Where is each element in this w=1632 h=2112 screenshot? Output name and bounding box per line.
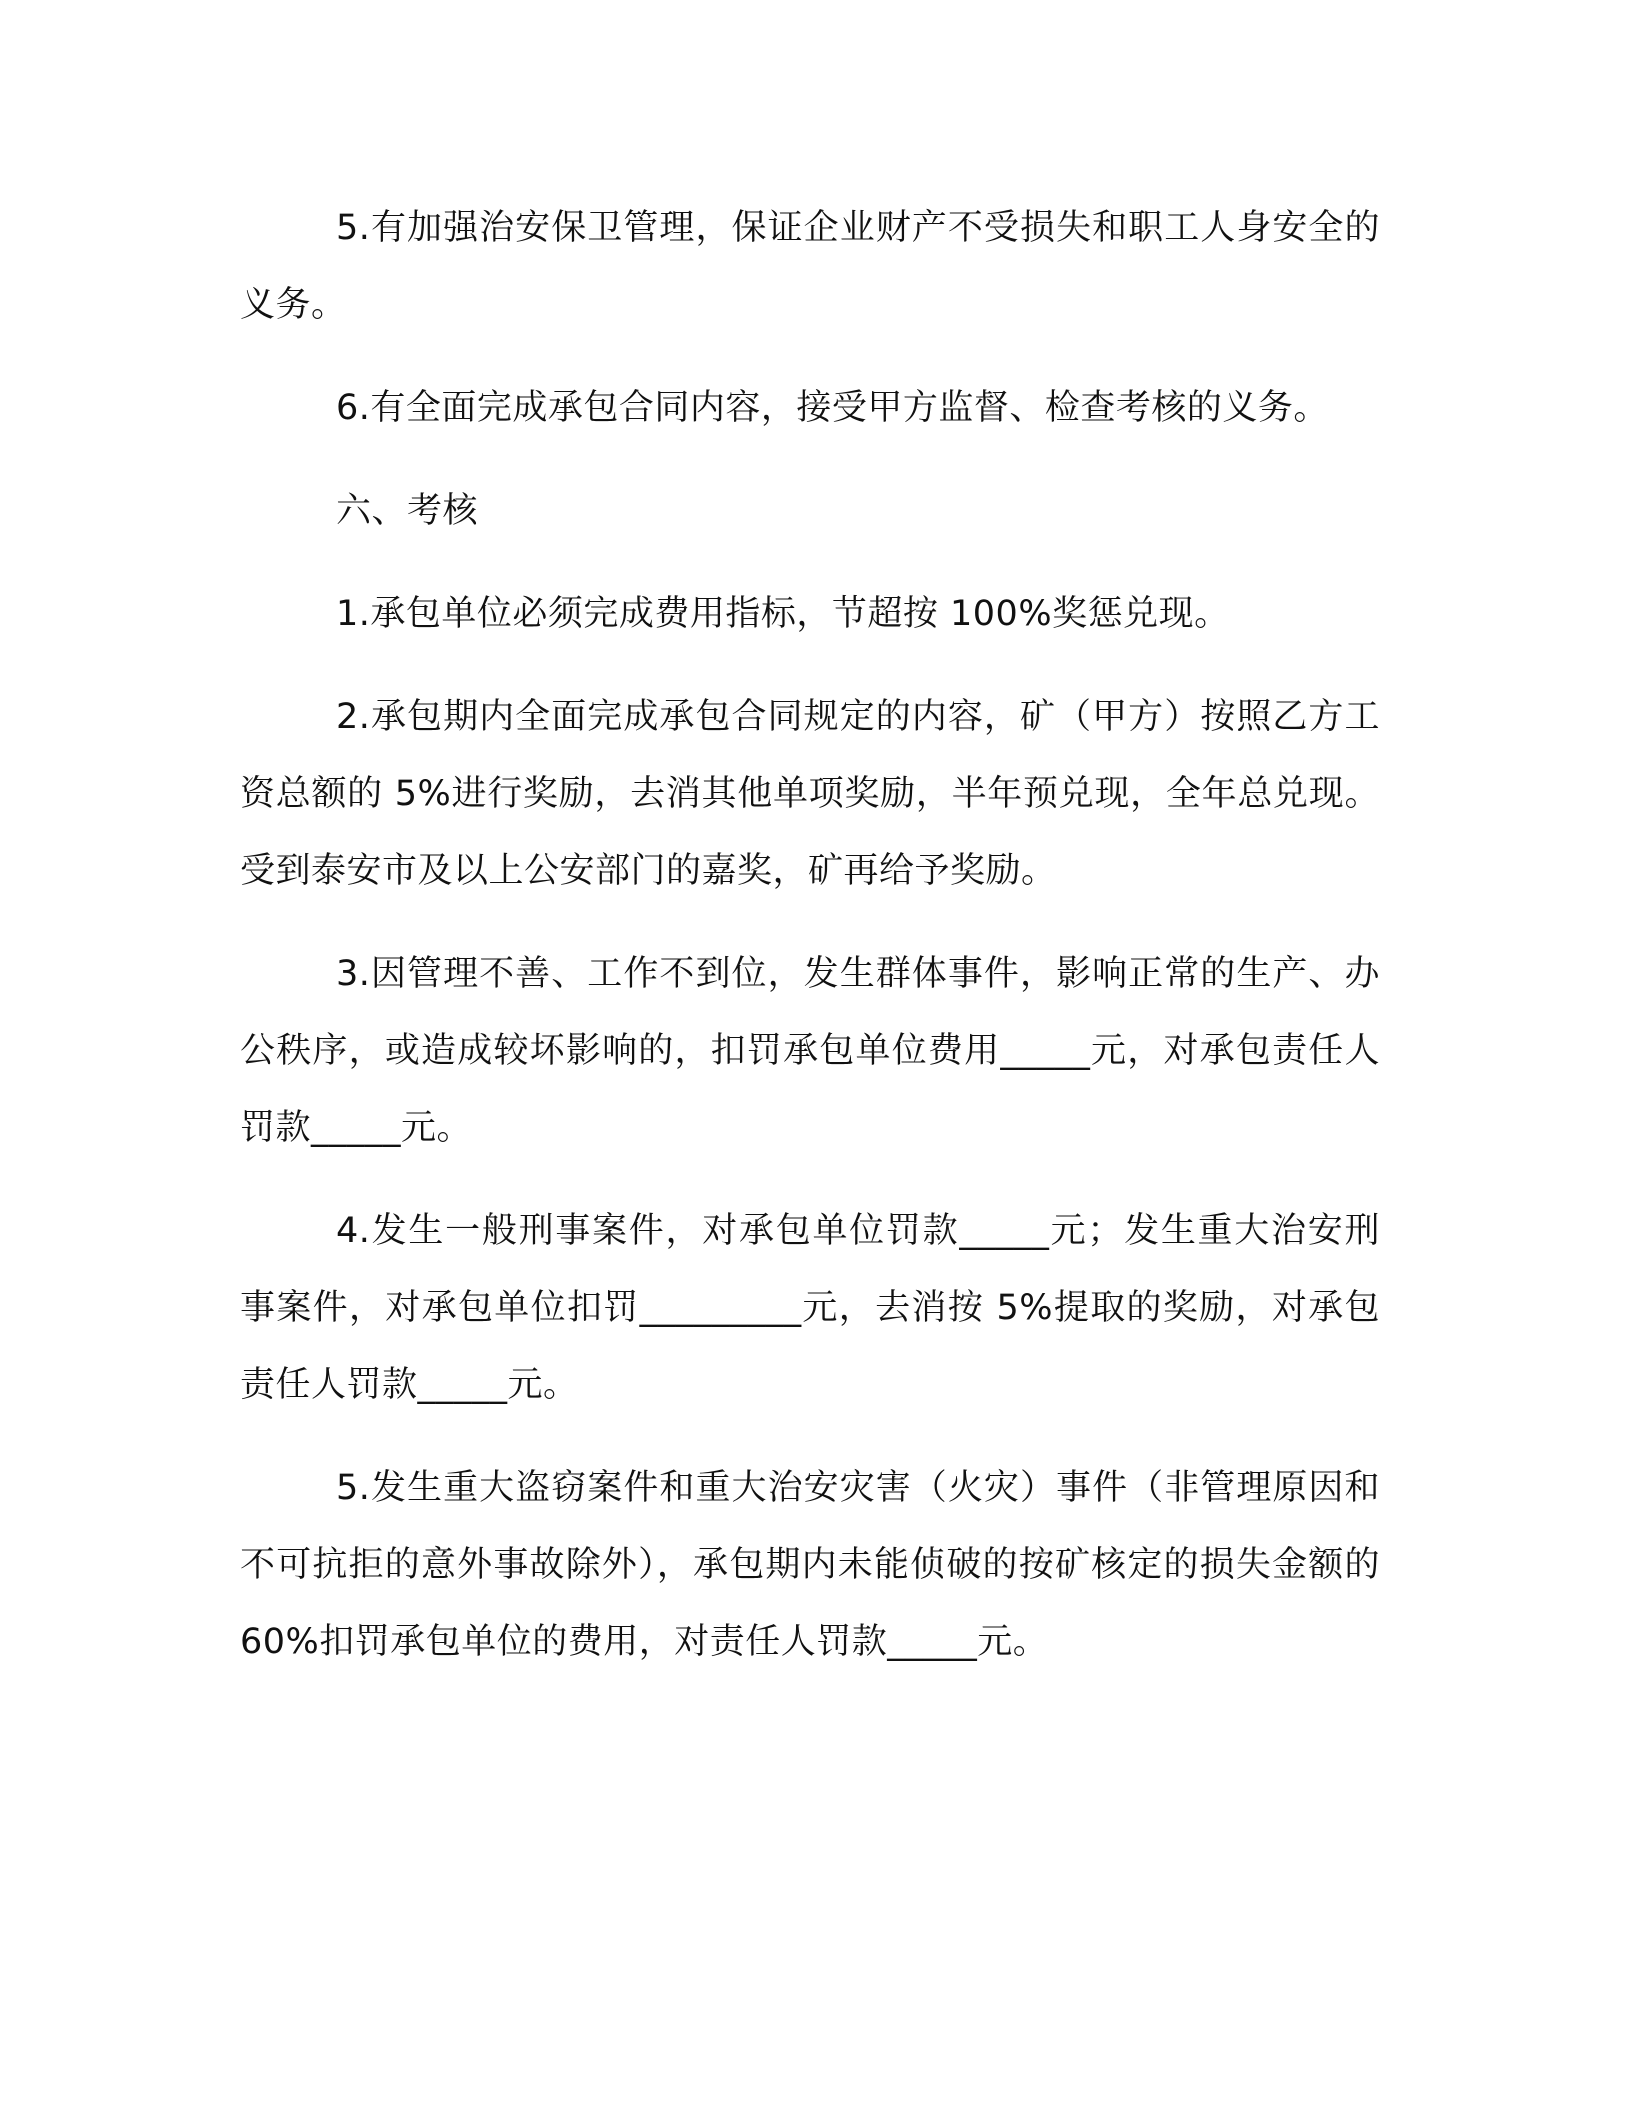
section-heading-assessment: 六、考核	[336, 491, 479, 531]
assessment-item-1: 1.承包单位必须完成费用指标，节超按 100%奖惩兑现。	[336, 594, 1230, 634]
assessment-item-2: 2.承包期内全面完成承包合同规定的内容，矿（甲方）按照乙方工资总额的 5%进行奖励，去消其他单项奖励，半年预兑现，全年总兑现。受到泰安市及以上公安部门的嘉奖，矿再给予奖励。	[240, 697, 1380, 891]
assessment-item-5: 5.发生重大盗窃案件和重大治安灾害（火灾）事件（非管理原因和不可抗拒的意外事故除外），承包期内未能侦破的按矿核定的损失金额的 60%扣罚承包单位的费用，对责任人罚款_____元。	[240, 1468, 1380, 1662]
assessment-item-3: 3.因管理不善、工作不到位，发生群体事件，影响正常的生产、办公秩序，或造成较坏影响的，扣罚承包单位费用_____元，对承包责任人罚款_____元。	[240, 954, 1380, 1148]
assessment-item-4: 4.发生一般刑事案件，对承包单位罚款_____元；发生重大治安刑事案件，对承包单位扣罚_________元，去消按 5%提取的奖励，对承包责任人罚款_____元。	[240, 1211, 1380, 1405]
clause-contract-duty: 6.有全面完成承包合同内容，接受甲方监督、检查考核的义务。	[336, 388, 1329, 428]
document-body	[240, 190, 1380, 1707]
clause-security-duty: 5.有加强治安保卫管理，保证企业财产不受损失和职工人身安全的义务。	[240, 208, 1380, 325]
